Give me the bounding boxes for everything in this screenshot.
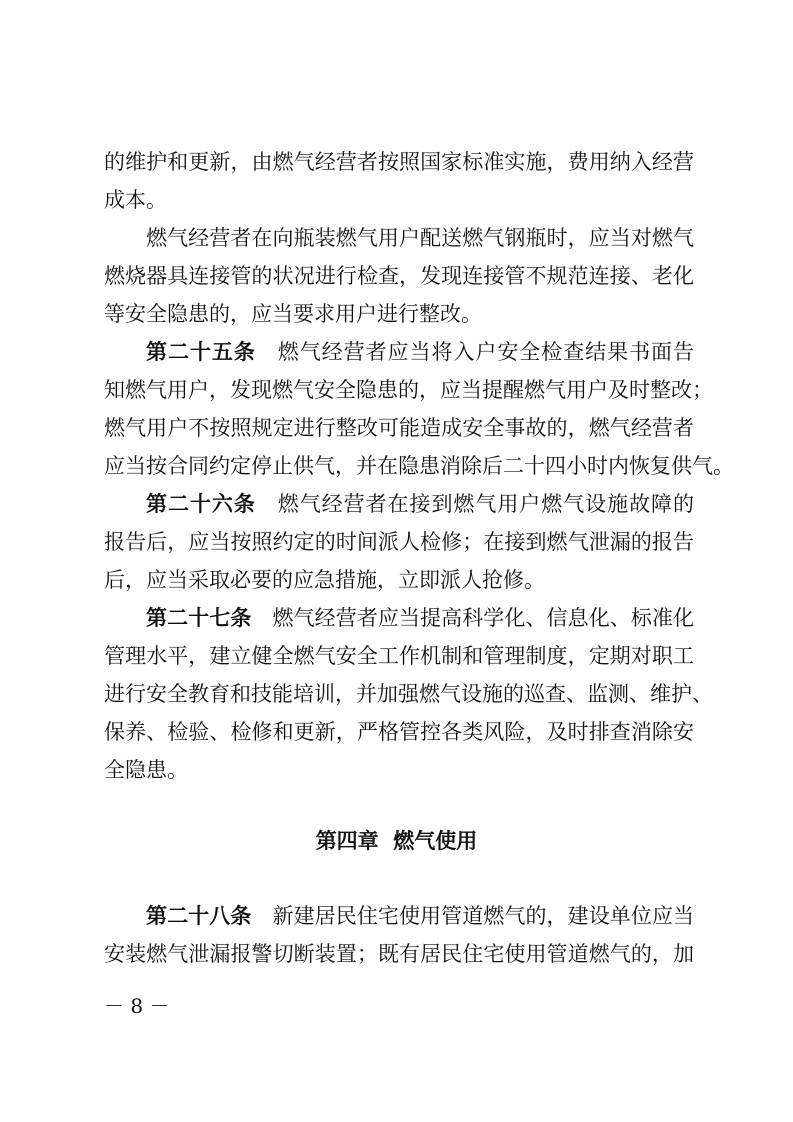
article-text: 燃气经营者在接到燃气用户燃气设施故障的 bbox=[277, 492, 695, 516]
article-number: 第二十六条 bbox=[146, 492, 256, 516]
paragraph-line: 燃气经营者在向瓶装燃气用户配送燃气钢瓶时，应当对燃气 bbox=[146, 226, 694, 250]
article-first-line bbox=[146, 491, 694, 517]
article-first-line bbox=[146, 339, 694, 365]
paragraph-line: 报告后，应当按照约定的时间派人检修；在接到燃气泄漏的报告 bbox=[104, 530, 694, 554]
paragraph-line: 保养、检验、检修和更新，严格管控各类风险，及时排查消除安 bbox=[104, 720, 694, 744]
paragraph-line: 安装燃气泄漏报警切断装置；既有居民住宅使用管道燃气的，加 bbox=[104, 942, 694, 966]
paragraph-line: 后，应当采取必要的应急措施，立即派人抢修。 bbox=[104, 568, 545, 592]
paragraph-line: 应当按合同约定停止供气，并在隐患消除后二十四小时内恢复供气。 bbox=[104, 454, 734, 478]
article-number: 第二十八条 bbox=[146, 904, 252, 928]
paragraph-line: 的维护和更新，由燃气经营者按照国家标准实施，费用纳入经营 bbox=[104, 150, 694, 174]
article-number: 第二十七条 bbox=[146, 606, 252, 630]
paragraph-line: 管理水平，建立健全燃气安全工作机制和管理制度，定期对职工 bbox=[104, 644, 694, 668]
paragraph-line: 成本。 bbox=[104, 188, 167, 212]
chapter-heading: 第四章 燃气使用 bbox=[315, 829, 478, 853]
paragraph-line: 燃气用户不按照规定进行整改可能造成安全事故的，燃气经营者 bbox=[104, 416, 694, 440]
paragraph-line: 全隐患。 bbox=[104, 758, 188, 782]
paragraph-line: 进行安全教育和技能培训，并加强燃气设施的巡查、监测、维护、 bbox=[104, 682, 713, 706]
article-text: 燃气经营者应当提高科学化、信息化、标准化 bbox=[272, 606, 695, 630]
article-first-line bbox=[146, 903, 694, 929]
article-first-line bbox=[146, 605, 694, 631]
paragraph-line: 燃烧器具连接管的状况进行检查，发现连接管不规范连接、老化 bbox=[104, 264, 694, 288]
article-number: 第二十五条 bbox=[146, 340, 256, 364]
article-text: 新建居民住宅使用管道燃气的，建设单位应当 bbox=[272, 904, 695, 928]
page-number: － 8 － bbox=[104, 994, 170, 1018]
article-text: 燃气经营者应当将入户安全检查结果书面告 bbox=[277, 340, 695, 364]
paragraph-line: 知燃气用户，发现燃气安全隐患的，应当提醒燃气用户及时整改； bbox=[104, 378, 713, 402]
paragraph-line: 等安全隐患的，应当要求用户进行整改。 bbox=[104, 302, 482, 326]
